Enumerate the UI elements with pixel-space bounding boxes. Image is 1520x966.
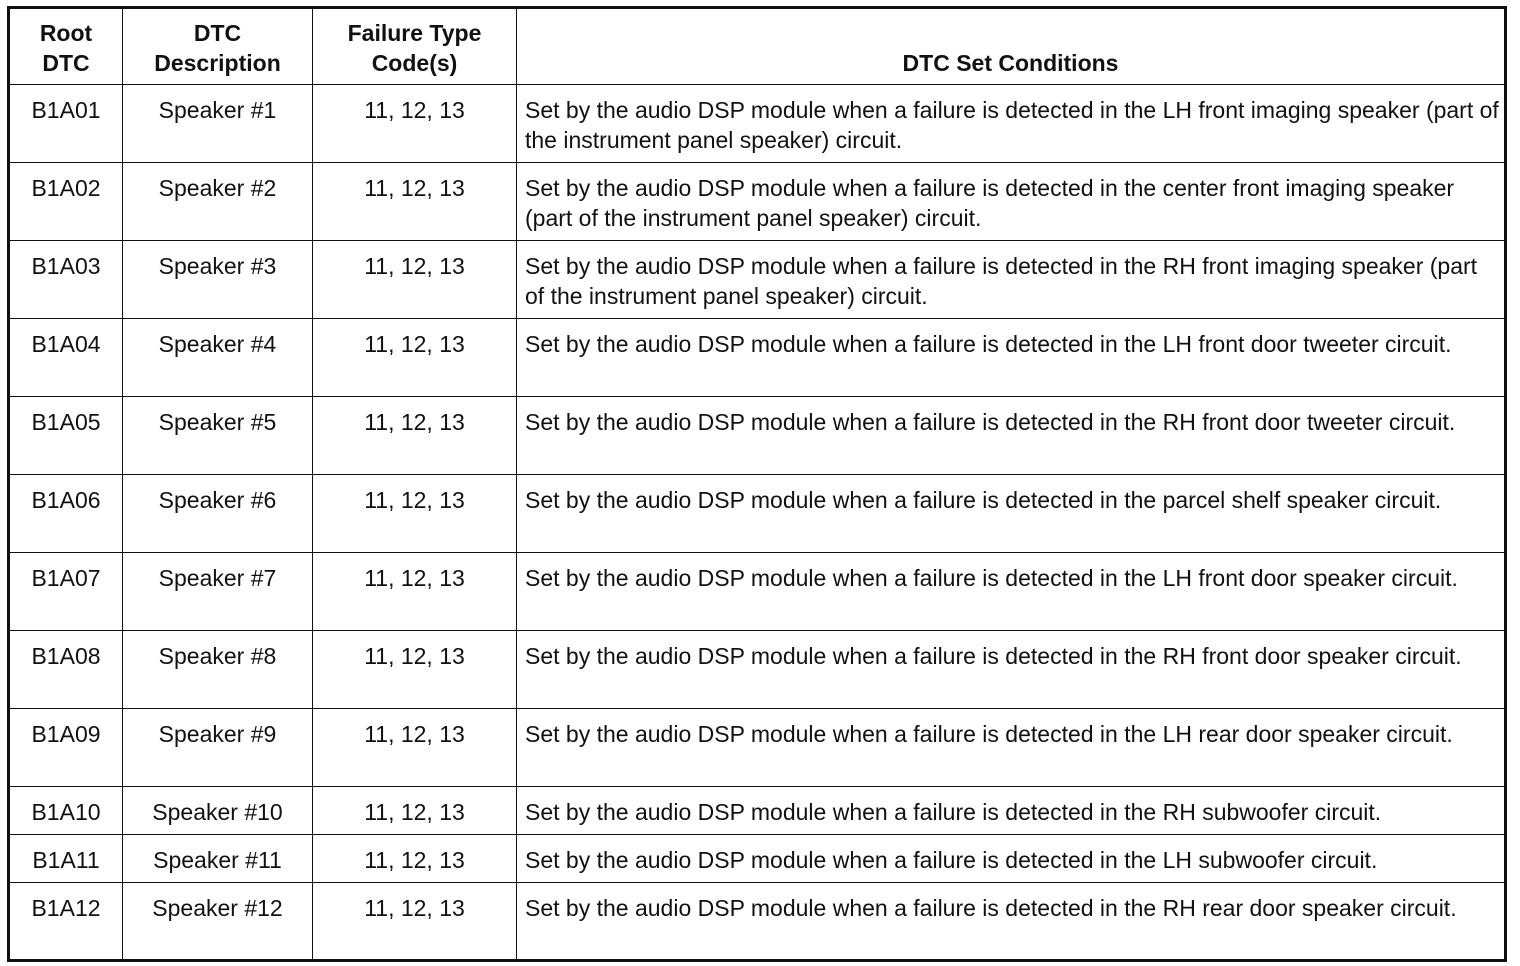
set-conditions-cell: Set by the audio DSP module when a failure is detected in the RH subwoofer circuit. [517,787,1506,835]
set-conditions-cell: Set by the audio DSP module when a failure is detected in the LH subwoofer circuit. [517,835,1506,883]
failure-codes-cell: 11, 12, 13 [313,631,517,709]
dtc-description-cell: Speaker #9 [123,709,313,787]
header-failure-type-line1: Failure Type [347,20,482,46]
header-dtc-description-line1: DTC [193,20,242,46]
table-row [9,397,1506,475]
root-dtc-cell: B1A07 [9,553,123,631]
set-conditions-cell: Set by the audio DSP module when a failure is detected in the center front imaging speaker (part of the instrument panel speaker) circuit. [517,163,1506,241]
root-dtc-cell: B1A12 [9,883,123,961]
table-row [9,631,1506,709]
failure-codes-cell: 11, 12, 13 [313,475,517,553]
set-conditions-cell: Set by the audio DSP module when a failure is detected in the RH front door speaker circuit. [517,631,1506,709]
table-row [9,163,1506,241]
table-row [9,85,1506,163]
root-dtc-cell: B1A02 [9,163,123,241]
dtc-description-cell: Speaker #4 [123,319,313,397]
header-root-dtc-line2: DTC [42,50,90,76]
dtc-description-cell: Speaker #3 [123,241,313,319]
root-dtc-cell: B1A08 [9,631,123,709]
failure-codes-cell: 11, 12, 13 [313,883,517,961]
root-dtc-cell: B1A05 [9,397,123,475]
table-row [9,475,1506,553]
dtc-description-cell: Speaker #12 [123,883,313,961]
table-row [9,787,1506,835]
table-row [9,241,1506,319]
dtc-description-cell: Speaker #11 [123,835,313,883]
dtc-description-cell: Speaker #5 [123,397,313,475]
dtc-description-cell: Speaker #7 [123,553,313,631]
table-row [9,709,1506,787]
dtc-table [7,6,1507,962]
set-conditions-cell: Set by the audio DSP module when a failure is detected in the LH front imaging speaker (part of the instrument panel speaker) circuit. [517,85,1506,163]
set-conditions-cell: Set by the audio DSP module when a failure is detected in the RH front door tweeter circuit. [517,397,1506,475]
dtc-description-cell: Speaker #6 [123,475,313,553]
table-row [9,319,1506,397]
header-failure-type-line2: Code(s) [371,50,458,76]
root-dtc-cell: B1A06 [9,475,123,553]
set-conditions-cell: Set by the audio DSP module when a failure is detected in the LH front door speaker circuit. [517,553,1506,631]
header-set-conditions-label: DTC Set Conditions [902,50,1119,76]
failure-codes-cell: 11, 12, 13 [313,709,517,787]
set-conditions-cell: Set by the audio DSP module when a failure is detected in the parcel shelf speaker circuit. [517,475,1506,553]
dtc-description-cell: Speaker #8 [123,631,313,709]
failure-codes-cell: 11, 12, 13 [313,835,517,883]
root-dtc-cell: B1A04 [9,319,123,397]
header-dtc-description [123,8,313,85]
header-set-conditions [517,8,1506,85]
table-row [9,883,1506,961]
header-row [9,8,1506,85]
failure-codes-cell: 11, 12, 13 [313,319,517,397]
dtc-description-cell: Speaker #2 [123,163,313,241]
root-dtc-cell: B1A09 [9,709,123,787]
failure-codes-cell: 11, 12, 13 [313,787,517,835]
failure-codes-cell: 11, 12, 13 [313,241,517,319]
failure-codes-cell: 11, 12, 13 [313,553,517,631]
root-dtc-cell: B1A11 [9,835,123,883]
failure-codes-cell: 11, 12, 13 [313,163,517,241]
root-dtc-cell: B1A03 [9,241,123,319]
table-row [9,835,1506,883]
root-dtc-cell: B1A10 [9,787,123,835]
dtc-description-cell: Speaker #1 [123,85,313,163]
table-row [9,553,1506,631]
set-conditions-cell: Set by the audio DSP module when a failure is detected in the RH front imaging speaker (part of the instrument panel speaker) circuit. [517,241,1506,319]
root-dtc-cell: B1A01 [9,85,123,163]
failure-codes-cell: 11, 12, 13 [313,85,517,163]
failure-codes-cell: 11, 12, 13 [313,397,517,475]
set-conditions-cell: Set by the audio DSP module when a failure is detected in the RH rear door speaker circuit. [517,883,1506,961]
set-conditions-cell: Set by the audio DSP module when a failure is detected in the LH front door tweeter circuit. [517,319,1506,397]
header-failure-type [313,8,517,85]
header-root-dtc-line1: Root [39,20,93,46]
set-conditions-cell: Set by the audio DSP module when a failure is detected in the LH rear door speaker circuit. [517,709,1506,787]
header-root-dtc [9,8,123,85]
dtc-description-cell: Speaker #10 [123,787,313,835]
header-dtc-description-line2: Description [154,50,281,76]
